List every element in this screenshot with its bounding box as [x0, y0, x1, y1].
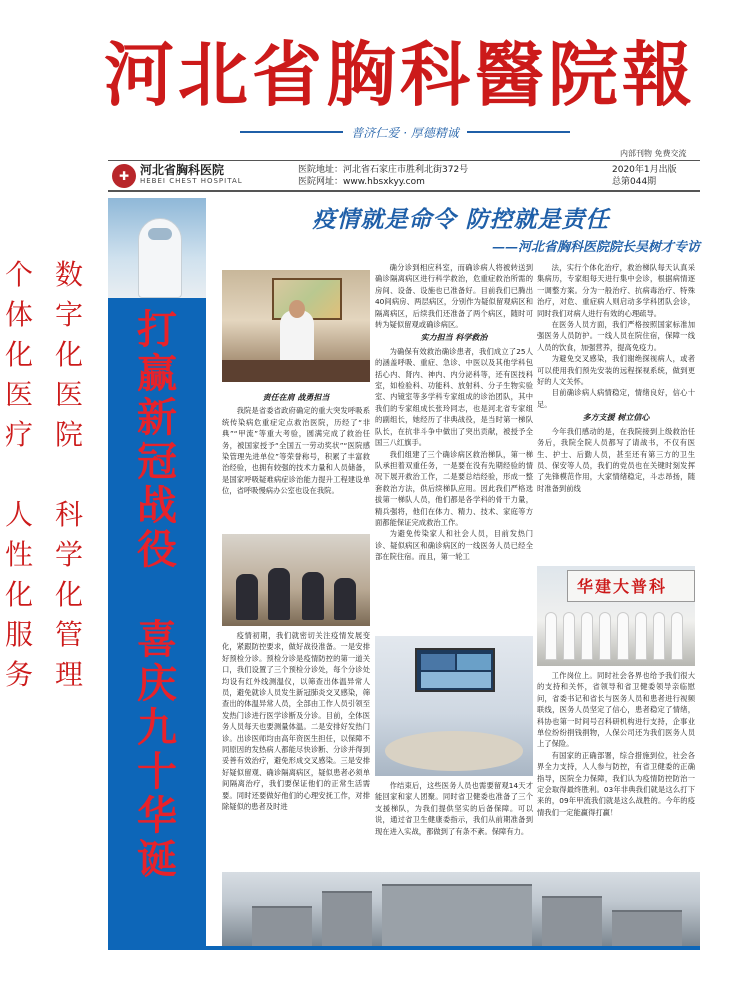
screen-panel — [457, 654, 491, 670]
banner-slogan-2 — [132, 618, 182, 882]
article-column-2b — [375, 780, 533, 875]
section-title-3: 多方支援 树立信心 — [582, 413, 650, 423]
paragraph: 工作岗位上。同时社会各界也给予我们很大的支持和关怀，省领导和省卫健委领导亲临慰问，省委书记和省长与医务人员和患者进行视频联线，医务人员坚定了信心，患者稳定了情绪，科协也第一时间号召科研机构进行支持，企事业单位纷纷捐钱捐物，人保公司还为我们医务人员上了保险。 — [537, 671, 695, 749]
side-slogan-char: 化 — [4, 578, 33, 611]
banner-char: 赢 — [137, 351, 177, 397]
truck-lettering: 华建大普科 — [577, 577, 668, 596]
side-slogan-char: 科 — [54, 498, 83, 531]
banner-char: 喜 — [137, 617, 177, 663]
motto: 普济仁爱 · 厚德精诚 — [351, 125, 459, 140]
staff-figure — [563, 612, 575, 660]
hospital-building-photo — [222, 872, 700, 946]
paragraph: 疫情初期，我们就密切关注疫情发展变化，紧跟防控要求，做好战役准备。一是安排好预检分诊。预检分诊是疫情防控的第一道关口，我们设置了三个预检分诊处，每个分诊处均设有红外线测温仪，以筛查出体温异常人员，避免就诊人员发生新冠肺炎交叉感染，筛查出的体温异常人员，全部由工作人员引领至发热门诊进行医学诊断及分诊。目前，全体医务人员每天也要测量体温。二是安排好发热门诊。出诊医师均由高年资医生担任，以保障不同原因的发热病人都能尽快诊断、分诊并得到妥善有效治疗，避免形成交叉感染。三是安排好疑似留观、确诊隔离病区，疑似患者必须单间隔离治疗，我们要保证他们的正常生活需要。同时还要做好他们的心理安抚工作，对排除疑似的患者及时进 — [222, 631, 370, 812]
hospital-website: 医院网址：www.hbsxkyy.com — [298, 176, 425, 187]
side-slogan-char: 医 — [54, 378, 83, 411]
edition-info — [612, 164, 700, 188]
paragraph: 有国家的正确部署，综合措施到位，社会各界全力支持，人人参与防控，有省卫健委的正确指导，医院全力保障，我们认为疫情防控防治一定会取得最终胜利。03年非典我们就是这么打下来的，09年甲流我们就是这么战胜的。今年的疫情我们一定能赢得打赢！ — [537, 750, 695, 817]
paragraph: 为确保有效救治确诊患者，我们成立了25人的涵盖呼吸、重症、急诊、中医以及其他学科包括心内、肾内、神内、内分泌科等，还有医技科室，如检验科、功能科、放射科、分子生物实验室、内镜室等多学科专家组成的诊治团队，其中我们的专家组成长张玲同志，也是河北省专家组的副组长，她经历了非典战役，是当时第一梯队队长，在抗非斗争中做出了突出贡献，被授予全国三八红旗手。 — [375, 346, 533, 448]
side-slogan-char: 数 — [54, 258, 83, 291]
article-column-3b — [537, 670, 695, 870]
side-slogan-char — [52, 455, 86, 495]
banner-char: 诞 — [137, 837, 177, 883]
staff-figure — [545, 612, 557, 660]
paragraph: 目前确诊病人病情稳定，情绪良好，信心十足。 — [537, 388, 695, 409]
staff-figure — [671, 612, 683, 660]
side-slogan-char: 体 — [4, 298, 33, 331]
office-desk — [222, 360, 370, 382]
side-slogan-char: 院 — [54, 418, 83, 451]
building-block — [612, 910, 682, 946]
banner-char: 新 — [137, 395, 177, 441]
paragraph: 法，实行个体化治疗，救治梯队每天认真采集病历，专家组每天进行集中会诊，根据病情逐一调整方案。分为一般治疗、抗病毒治疗、特殊治疗，对危、重症病人则启动多学科团队会诊，同时我们对病人进行有效的心理疏导。 — [537, 263, 695, 318]
inner-note: 内部刊物 免费交流 — [620, 149, 687, 158]
building-block — [322, 891, 372, 946]
masthead — [100, 30, 700, 120]
remote-consultation-photo — [375, 636, 533, 776]
protective-suit-photo — [108, 198, 206, 298]
side-slogan-char: 人 — [4, 498, 33, 531]
meeting-person — [268, 568, 290, 620]
hospital-name-cn: 河北省胸科医院 — [140, 162, 225, 177]
side-slogan-char: 字 — [54, 298, 83, 331]
side-slogan-char: 化 — [54, 578, 83, 611]
medical-team-truck-photo — [537, 566, 695, 666]
side-slogan-char: 管 — [54, 618, 83, 651]
meeting-photo — [222, 534, 370, 626]
conference-table — [385, 731, 523, 771]
banner-char: 打 — [137, 307, 177, 353]
banner-char: 庆 — [137, 661, 177, 707]
motto-divider-right — [467, 131, 570, 133]
side-slogan-char: 疗 — [4, 418, 33, 451]
banner-char: 华 — [137, 793, 177, 839]
hospital-address: 医院地址：河北省石家庄市胜利北街372号 — [298, 164, 469, 175]
meeting-person — [236, 574, 258, 620]
issue-number: 总第044期 — [612, 176, 657, 187]
director-office-photo — [222, 270, 370, 382]
staff-figure — [653, 612, 665, 660]
paragraph: 确分诊到相应科室，而确诊病人将被转送到确诊隔离病区进行科学救治，危重症救治所需的房间、设备、设施也已准备好。目前我们已腾出40间病房、两层病区，分别作为疑似留观病区和隔离病区，后续我们还准备了两个病区，随时可转为疑似留观或确诊病区。 — [375, 263, 533, 330]
edition-date: 2020年1月出版 — [612, 164, 677, 175]
article-headline: 疫情就是命令 防控就是责任 — [312, 206, 610, 233]
video-screen — [415, 648, 495, 692]
side-slogan-char: 服 — [4, 618, 33, 651]
side-slogan-char: 务 — [4, 658, 33, 691]
hospital-name — [140, 162, 243, 187]
banner-char: 战 — [137, 483, 177, 529]
article-column-1b — [222, 630, 370, 870]
paragraph: 为避免交叉感染，我们谢绝探视病人，或者可以使用我们预先安装的远程探视系统，做到更好的人文关怀。 — [537, 354, 695, 387]
side-slogan-char: 化 — [54, 338, 83, 371]
screen-panel — [421, 654, 455, 670]
hospital-name-en: HEBEI CHEST HOSPITAL — [140, 176, 243, 185]
article-column-3a — [537, 262, 695, 562]
side-slogan-char — [2, 455, 36, 495]
staff-figure — [599, 612, 611, 660]
main-building — [382, 884, 532, 946]
paragraph: 今年我们感动的是，在我院接到上级救治任务后，我院全院人员都写了请战书，不仅有医生、护士、后勤人员，甚至还有第三方的卫生员、保安等人员，我们的党员也在关键时刻发挥了先锋模范作用，大家情绪稳定，斗志昂扬，随时准备到前线 — [537, 426, 695, 493]
side-slogan-char: 个 — [4, 258, 33, 291]
staff-figure — [581, 612, 593, 660]
side-slogan-left — [2, 255, 36, 695]
side-slogan-char: 化 — [4, 338, 33, 371]
hospital-logo-block — [108, 161, 278, 191]
section-title-1: 责任在肩 战勇担当 — [262, 393, 330, 402]
masthead-title: 河北省胸科醫院報 — [104, 33, 696, 116]
banner-char: 冠 — [137, 439, 177, 485]
article-column-2a — [375, 262, 533, 632]
paragraph: 作结束后，这些医务人员也需要留观14天才能回家和家人团聚。同时省卫健委也准备了三个支援梯队，为我们提供坚实的后备保障。可以说，通过省卫生健康委指示，我们从前期准备到现在进入实战，都做到了有条不紊。保障有力。 — [375, 781, 533, 836]
meeting-person — [334, 578, 356, 620]
banner-char: 十 — [137, 749, 177, 795]
banner-slogan-1 — [132, 308, 182, 572]
footer-rule — [108, 946, 700, 950]
side-slogan-char: 理 — [54, 658, 83, 691]
side-slogan-char: 学 — [54, 538, 83, 571]
motto-divider-left — [240, 131, 343, 133]
visor-shape — [148, 228, 172, 240]
side-slogan-right — [52, 255, 86, 695]
meeting-person — [302, 572, 324, 620]
section-title-2: 实力担当 科学救治 — [420, 333, 488, 343]
paragraph: 在医务人员方面，我们严格按照国家标准加强医务人员防护。一线人员在院住宿，保障一线人员的饮食，加强营养，提高免疫力。 — [537, 320, 695, 352]
side-slogan-char: 医 — [4, 378, 33, 411]
article-byline: ——河北省胸科医院院长吴树才专访 — [491, 240, 700, 255]
building-block — [542, 896, 602, 946]
paragraph: 我们组建了三个确诊病区救治梯队，第一梯队承担着双重任务，一是要在没有先期经验的情况下展开救治工作，二是要总结经验，形成一整套救治方法，供后续梯队应用。因此我们严格选拔第一梯队人员，他们都是各学科的骨干力量，精兵强将，他们在体力、精力、技术、家庭等方面都能保证完成救治工作。 — [375, 449, 533, 527]
paragraph: 为避免传染家人和社会人员，目前发热门诊、疑似病区和确诊病区的一线医务人员已经全部在院住宿。而且，第一轮工 — [375, 529, 533, 562]
building-block — [252, 906, 312, 946]
hospital-logo-icon: ✚ — [112, 164, 136, 188]
side-slogan-char: 性 — [4, 538, 33, 571]
campaign-banner — [108, 198, 206, 946]
contact-info — [278, 164, 612, 188]
screen-panel — [421, 672, 491, 688]
staff-figure — [617, 612, 629, 660]
banner-char: 九 — [137, 705, 177, 751]
motto-row — [240, 122, 570, 142]
info-bar — [108, 160, 700, 192]
director-head — [289, 300, 305, 318]
staff-figure — [635, 612, 647, 660]
article-column-1a — [222, 390, 370, 530]
banner-char: 役 — [137, 527, 177, 573]
paragraph: 我院是省委省政府确定的重大突发呼吸系统传染病危重症定点救治医院，历经了“非典”“甲流”等重大考验，圆满完成了救治任务，被国家授予“全国五一劳动奖状”“医院感染管理先进单位”等荣誉称号，积累了丰富救治经验，也拥有较强的技术力量和人员储备，是国家呼吸疑难病症诊治能力提升工程建设单位，省呼吸慢病办公室也设在我院。 — [222, 406, 370, 496]
